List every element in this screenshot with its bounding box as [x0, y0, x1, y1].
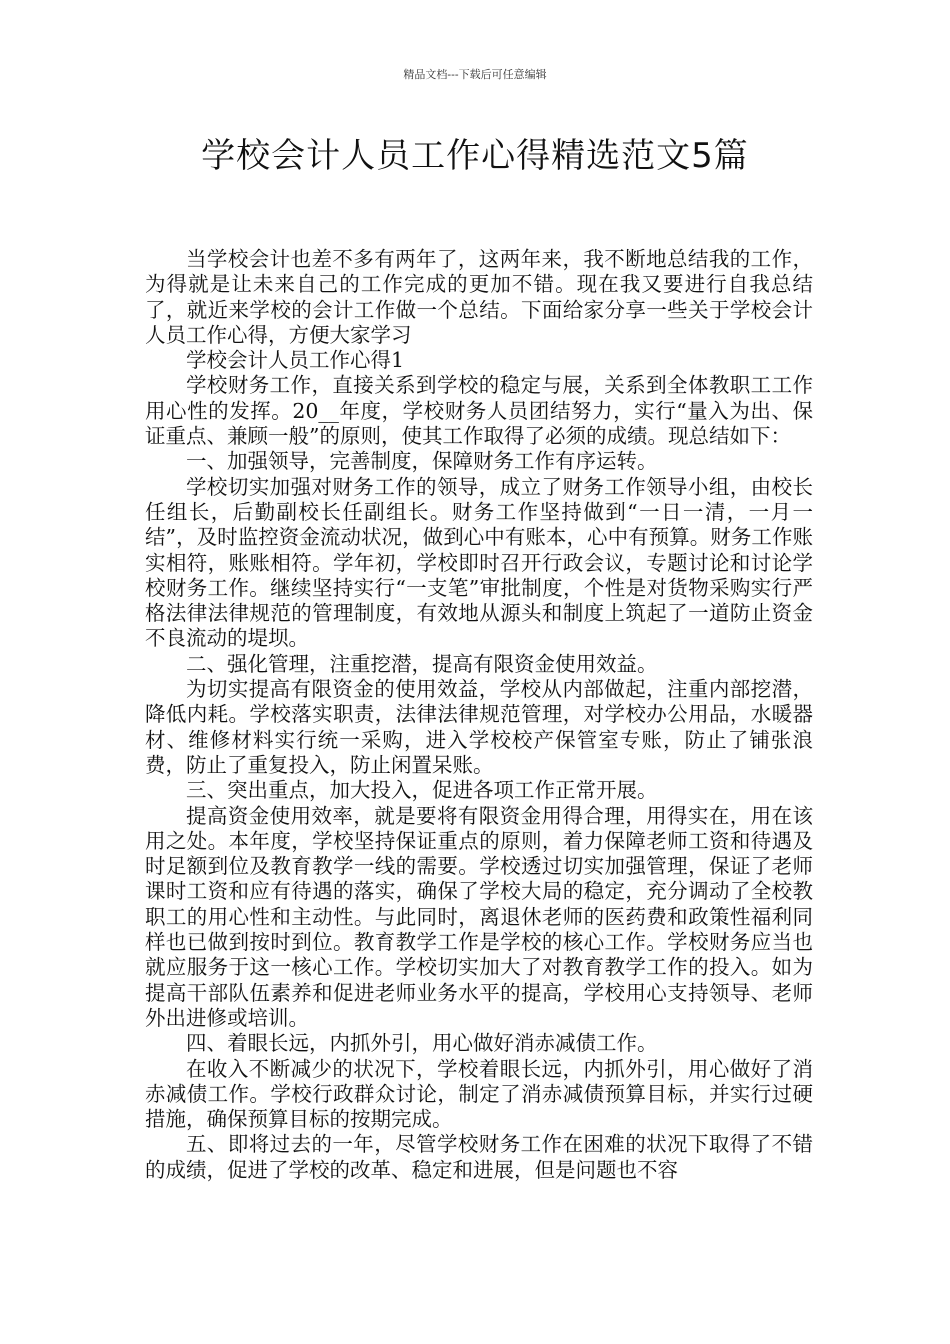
paragraph: 为切实提高有限资金的使用效益，学校从内部做起，注重内部挖潜，降低内耗。学校落实职责，法律法律规范管理，对学校办公用品，水暖器材、维修材料实行统一采购，进入学校校产保管室专账，防止了铺张浪费，防止了重复投入，防止闲置呆账。	[145, 677, 813, 777]
document-body	[145, 247, 813, 1183]
paragraph: 五、即将过去的一年，尽管学校财务工作在困难的状况下取得了不错的成绩，促进了学校的改革、稳定和进展，但是问题也不容	[145, 1132, 813, 1182]
subheading: 四、着眼长远，内抓外引，用心做好消赤减债工作。	[186, 1031, 658, 1056]
subheading: 三、突出重点，加大投入，促进各项工作正常开展。	[186, 778, 658, 803]
paragraph: 提高资金使用效率，就是要将有限资金用得合理，用得实在，用在该用之处。本年度，学校坚持保证重点的原则，着力保障老师工资和待遇及时足额到位及教育教学一线的需要。学校透过切实加强管理，保证了老师课时工资和应有待遇的落实，确保了学校大局的稳定，充分调动了全校教职工的用心性和主动性。与此同时，离退休老师的医药费和政策性福利同样也已做到按时到位。教育教学工作是学校的核心工作。学校财务应当也就应服务于这一核心工作。学校切实加大了对教育教学工作的投入。如为提高干部队伍素养和促进老师业务水平的提高，学校用心支持领导、老师外出进修或培训。	[145, 803, 813, 1030]
subheading: 二、强化管理，注重挖潜，提高有限资金使用效益。	[186, 651, 658, 676]
header-note: 精品文档---下载后可任意编辑	[403, 68, 547, 81]
paragraph: 学校切实加强对财务工作的领导，成立了财务工作领导小组，由校长任组长，后勤副校长任副组长。财务工作坚持做到“一日一清，一月一结”，及时监控资金流动状况，做到心中有账本，心中有预算。财务工作账实相符，账账相符。学年初，学校即时召开行政会议，专题讨论和讨论学校财务工作。继续坚持实行“一支笔”审批制度，个性是对货物采购实行严格法律法律规范的管理制度，有效地从源头和制度上筑起了一道防止资金不良流动的堤坝。	[145, 474, 813, 651]
document-title: 学校会计人员工作心得精选范文5篇	[201, 136, 749, 176]
paragraph-intro: 当学校会计也差不多有两年了，这两年来，我不断地总结我的工作，为得就是让未来自己的工作完成的更加不错。现在我又要进行自我总结了，就近来学校的会计工作做一个总结。下面给家分享一些关于学校会计人员工作心得，方便大家学习	[145, 247, 813, 347]
section-heading: 学校会计人员工作心得1	[186, 348, 405, 373]
subheading: 一、加强领导，完善制度，保障财务工作有序运转。	[186, 449, 658, 474]
paragraph: 学校财务工作，直接关系到学校的稳定与展，关系到全体教职工工作用心性的发挥。20__年度，学校财务人员团结努力，实行“量入为出、保证重点、兼顾一般”的原则，使其工作取得了必须的成绩。现总结如下：	[145, 373, 813, 449]
paragraph: 在收入不断减少的状况下，学校着眼长远，内抓外引，用心做好了消赤减债工作。学校行政群众讨论，制定了消赤减债预算目标，并实行过硬措施，确保预算目标的按期完成。	[145, 1056, 813, 1132]
